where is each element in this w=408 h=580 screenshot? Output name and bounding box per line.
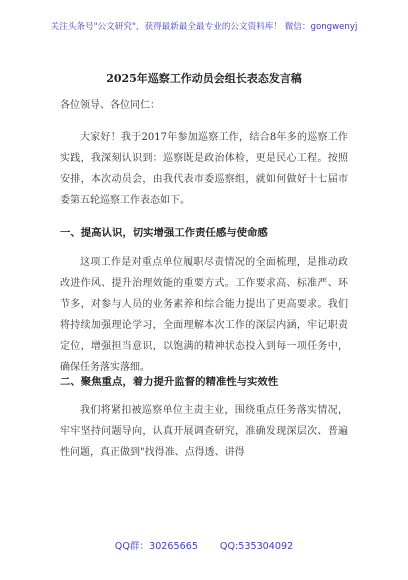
section-heading-1: 一、提高认识，切实增强工作责任感与使命感 <box>60 227 268 239</box>
paragraph-section-1: 这项工作是对重点单位履职尽责情况的全面梳理，是推动政改进作风、提升治理效能的重要方式。工作要求高、标准严、环节多，对参与人员的业务素养和综合能力提出了更高要求。我们将持续加强理论学习，全面理解本次工作的深层内涵，牢记职责定位，增强担当意识，以饱满的精神状态投入到每一项任务中，确保任务落实落细。 <box>60 257 348 373</box>
paragraph-intro: 大家好！我于2017年参加巡察工作，结合8年多的巡察工作实践，我深刻认识到：巡察既是政治体检，更是民心工程。按照安排，本次动员会，由我代表市委巡察组，就如何做好十七届市委第五轮巡察工作表态如下。 <box>60 132 348 206</box>
document-title: 2025年巡察工作动员会组长表态发言稿 <box>106 72 302 85</box>
footer-qq: QQ:535304092 <box>219 541 294 552</box>
paragraph-section-2: 我们将紧扣被巡察单位主责主业，围绕重点任务落实情况，牢牢坚持问题导向，认真开展调查研究，准确发现深层次、普遍性问题，真正做到"找得准、点得透、讲得 <box>60 405 348 458</box>
salutation: 各位领导、各位同仁： <box>60 100 160 111</box>
section-heading-2: 二、聚焦重点，着力提升监督的精准性与实效性 <box>60 376 279 388</box>
footer-contact <box>0 538 408 552</box>
header-note: 关注头条号"公文研究"，获得最新最全最专业的公文资料库！ 微信：gongwenyj <box>50 22 358 32</box>
footer-qq-group: QQ群：30265665 <box>114 541 198 552</box>
